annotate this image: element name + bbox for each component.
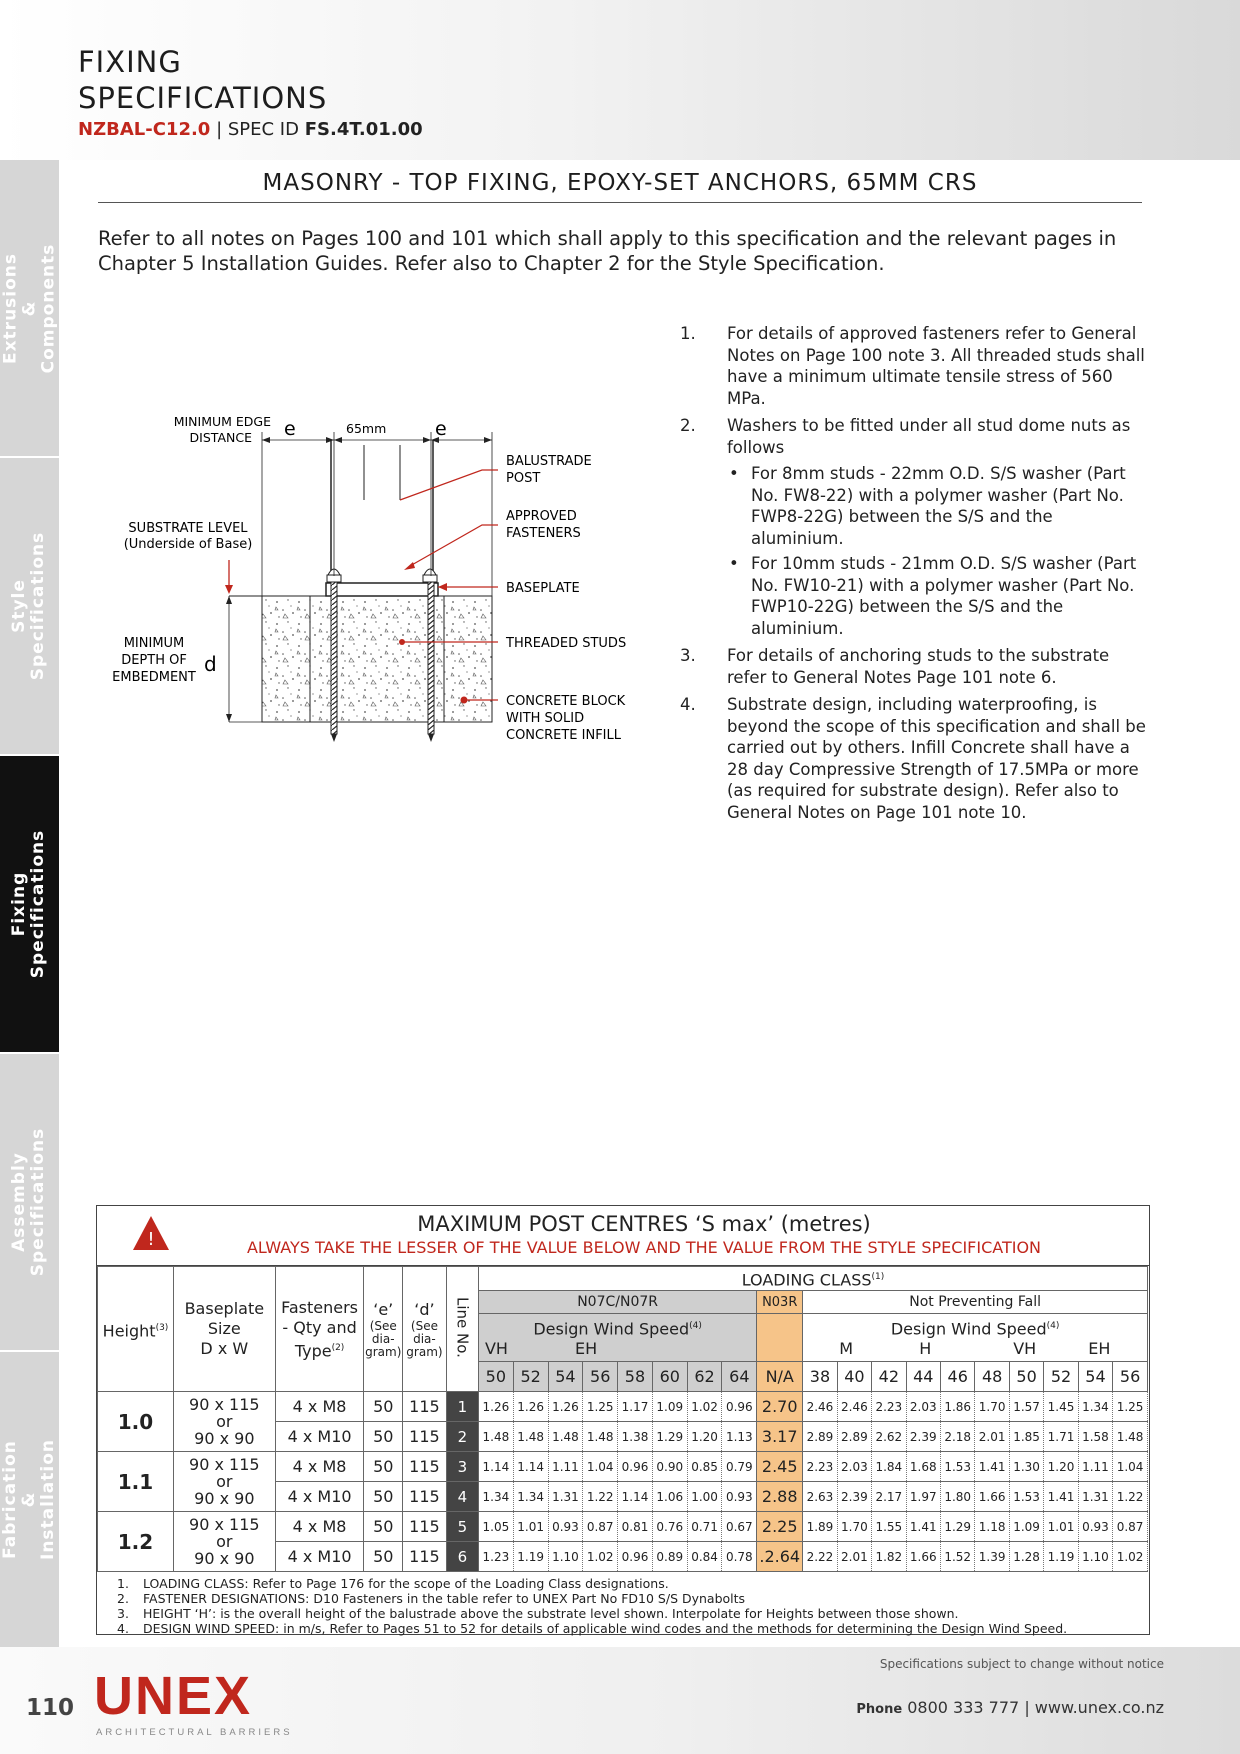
wind-speed-cell: 56 — [583, 1362, 618, 1392]
spec-notes — [680, 323, 1150, 829]
header-text: ‘d’ — [414, 1299, 435, 1319]
d-cell: 115 — [403, 1482, 447, 1512]
value-cell: 1.09 — [652, 1392, 687, 1422]
footnote-item — [107, 1606, 1149, 1621]
fasteners-label: APPROVED — [506, 509, 577, 524]
line-number-cell: 5 — [446, 1512, 478, 1542]
line-number-cell: 2 — [446, 1422, 478, 1452]
value-cell: 2.89 — [803, 1422, 837, 1452]
footnote-number: 1. — [117, 1576, 129, 1592]
value-cell: 1.66 — [906, 1542, 940, 1572]
wind-speed-header-a — [478, 1314, 756, 1362]
value-cell: 1.58 — [1078, 1422, 1112, 1452]
value-cell: 1.11 — [548, 1452, 583, 1482]
height-cell: 1.0 — [98, 1392, 174, 1452]
value-cell: 1.89 — [803, 1512, 837, 1542]
value-cell: 1.05 — [478, 1512, 513, 1542]
substrate-label: SUBSTRATE LEVEL — [128, 521, 248, 536]
value-cell: 2.17 — [872, 1482, 906, 1512]
note-text: Substrate design, including waterproofing, is beyond the scope of this specification and shall be carried out by others. Infill Concrete shall have a 28 day Compressive Strength of 17.5MPa or more (as required for substrate design). Refer also to General Notes on Page 101 note 10. — [727, 695, 1146, 822]
zone-label: H — [919, 1339, 932, 1359]
value-cell: 1.45 — [1044, 1392, 1078, 1422]
height-cell: 1.1 — [98, 1452, 174, 1512]
zone-label: EH — [1088, 1339, 1111, 1359]
value-cell: 2.39 — [906, 1422, 940, 1452]
value-cell: 1.68 — [906, 1452, 940, 1482]
footnote-ref: (4) — [1046, 1321, 1060, 1332]
wind-speed-cell: 50 — [1009, 1362, 1043, 1392]
separator: | — [216, 119, 228, 140]
concrete-label: WITH SOLID — [506, 711, 585, 726]
value-cell: 1.10 — [548, 1542, 583, 1572]
footnote-ref: (2) — [331, 1342, 345, 1353]
sidebar-tab-style[interactable] — [0, 458, 59, 754]
value-cell: 1.28 — [1009, 1542, 1043, 1572]
value-cell: 0.78 — [722, 1542, 757, 1572]
value-cell: 2.01 — [837, 1542, 871, 1572]
d-cell: 115 — [403, 1512, 447, 1542]
e-cell: 50 — [364, 1512, 403, 1542]
value-cell: 1.48 — [583, 1422, 618, 1452]
value-cell: 2.18 — [940, 1422, 974, 1452]
wind-speed-cell: 52 — [513, 1362, 548, 1392]
baseplate-cell: 90 x 115 or 90 x 90 — [173, 1452, 275, 1512]
value-cell: 1.48 — [548, 1422, 583, 1452]
bullet-item — [727, 553, 1150, 639]
wind-speed-cell: 46 — [940, 1362, 974, 1392]
col-d-header — [403, 1267, 447, 1392]
value-cell: 2.45 — [757, 1452, 803, 1482]
table-row — [98, 1512, 1148, 1542]
value-cell: 1.84 — [872, 1452, 906, 1482]
value-cell: 1.22 — [1113, 1482, 1148, 1512]
fasteners-cell: 4 x M8 — [275, 1452, 364, 1482]
value-cell: 2.70 — [757, 1392, 803, 1422]
value-cell: 0.81 — [618, 1512, 653, 1542]
value-cell: 1.85 — [1009, 1422, 1043, 1452]
value-cell: 1.26 — [548, 1392, 583, 1422]
wind-speed-cell: 62 — [687, 1362, 722, 1392]
value-cell: 1.86 — [940, 1392, 974, 1422]
height-cell: 1.2 — [98, 1512, 174, 1572]
class-n07c-header: N07C/N07R — [478, 1291, 756, 1314]
value-cell: 1.57 — [1009, 1392, 1043, 1422]
warning-icon-glyph: ! — [147, 1229, 155, 1250]
e-cell: 50 — [364, 1482, 403, 1512]
line-number-cell: 4 — [446, 1482, 478, 1512]
col-line-header — [446, 1267, 478, 1392]
value-cell: 0.87 — [1113, 1512, 1148, 1542]
value-cell: 0.85 — [687, 1452, 722, 1482]
value-cell: 1.31 — [548, 1482, 583, 1512]
e-cell: 50 — [364, 1422, 403, 1452]
value-cell: 1.34 — [1078, 1392, 1112, 1422]
value-cell: 1.00 — [687, 1482, 722, 1512]
wind-speed-cell: 64 — [722, 1362, 757, 1392]
note-item — [680, 323, 1150, 409]
fasteners-cell: 4 x M8 — [275, 1512, 364, 1542]
class-not-preventing-fall-header: Not Preventing Fall — [803, 1291, 1148, 1314]
value-cell: 1.14 — [618, 1482, 653, 1512]
sidebar-tab-assembly[interactable] — [0, 1054, 59, 1350]
wind-speed-cell: 54 — [1078, 1362, 1112, 1392]
depth-label: DEPTH OF — [121, 653, 187, 668]
d-cell: 115 — [403, 1452, 447, 1482]
sidebar-tab-fabrication[interactable] — [0, 1352, 59, 1647]
loading-class-row — [98, 1267, 1148, 1291]
value-cell: 1.52 — [940, 1542, 974, 1572]
wind-speed-cell: 40 — [837, 1362, 871, 1392]
value-cell: 1.25 — [583, 1392, 618, 1422]
value-cell: 2.46 — [837, 1392, 871, 1422]
brand-tagline: ARCHITECTURAL BARRIERS — [96, 1727, 293, 1738]
value-cell: 1.30 — [1009, 1452, 1043, 1482]
note-item — [680, 415, 1150, 639]
wind-speed-cell: 60 — [652, 1362, 687, 1392]
value-cell: 1.02 — [583, 1542, 618, 1572]
table-row — [98, 1392, 1148, 1422]
bullet-icon: • — [729, 554, 739, 573]
value-cell: 0.79 — [722, 1452, 757, 1482]
header-text: Height — [102, 1320, 156, 1340]
zone-label: VH — [1013, 1339, 1037, 1359]
value-cell: 1.41 — [975, 1452, 1009, 1482]
d-cell: 115 — [403, 1422, 447, 1452]
post-centres-table — [97, 1266, 1148, 1572]
footnote-text: DESIGN WIND SPEED: in m/s, Refer to Pages 51 to 52 for details of applicable wind codes and the methods for determining the Design Wind Speed. — [143, 1621, 1068, 1637]
product-code: NZBAL-C12.0 — [78, 119, 211, 140]
website-link[interactable]: www.unex.co.nz — [1034, 1698, 1164, 1717]
depth-label: EMBEDMENT — [112, 670, 196, 685]
table-footnotes — [97, 1572, 1149, 1636]
value-cell: 1.14 — [478, 1452, 513, 1482]
footnote-text: HEIGHT ‘H’: is the overall height of the balustrade above the substrate level shown. Interpolate for Heights between those shown. — [143, 1606, 959, 1622]
footnote-number: 2. — [117, 1591, 129, 1607]
note-number: 4. — [680, 695, 696, 714]
baseplate-cell: 90 x 115 or 90 x 90 — [173, 1392, 275, 1452]
value-cell: 1.70 — [975, 1392, 1009, 1422]
substrate-label: (Underside of Base) — [123, 537, 253, 552]
wind-speed-cell: 38 — [803, 1362, 837, 1392]
value-cell: 1.25 — [1113, 1392, 1148, 1422]
value-cell: 0.76 — [652, 1512, 687, 1542]
wind-speed-cell: N/A — [757, 1362, 803, 1392]
table-body — [98, 1267, 1148, 1572]
footnote-item — [107, 1576, 1149, 1591]
value-cell: 0.93 — [722, 1482, 757, 1512]
baseplate-shape — [326, 583, 438, 596]
e-cell: 50 — [364, 1542, 403, 1572]
value-cell: 2.01 — [975, 1422, 1009, 1452]
value-cell: 0.90 — [652, 1452, 687, 1482]
footnote-number: 4. — [117, 1621, 129, 1637]
sidebar-tab-label: Style Specifications — [9, 531, 49, 681]
value-cell: 1.41 — [1044, 1482, 1078, 1512]
footnote-item — [107, 1621, 1149, 1636]
table-header — [97, 1206, 1149, 1266]
header-text: ‘e’ — [373, 1299, 394, 1319]
sidebar-tab-label: Fixing Specifications — [9, 829, 49, 979]
brand-logo-text: UNEX — [94, 1667, 253, 1726]
value-cell: 1.71 — [1044, 1422, 1078, 1452]
value-cell: 1.39 — [975, 1542, 1009, 1572]
footnote-text: LOADING CLASS: Refer to Page 176 for the scope of the Loading Class designations. — [143, 1576, 669, 1592]
phone-label: Phone — [856, 1702, 903, 1717]
footnote-text: FASTENER DESIGNATIONS: D10 Fasteners in the table refer to UNEX Part No FD10 S/S Dynabolts — [143, 1591, 746, 1607]
value-cell: 0.96 — [722, 1392, 757, 1422]
value-cell: 1.38 — [618, 1422, 653, 1452]
note-item — [680, 645, 1150, 688]
value-cell: 2.22 — [803, 1542, 837, 1572]
bullet-item — [727, 463, 1150, 549]
note-text: For details of approved fasteners refer to General Notes on Page 100 note 3. All threaded studs shall have a minimum ultimate tensile stress of 560 MPa. — [727, 324, 1145, 408]
value-cell: 2.25 — [757, 1512, 803, 1542]
value-cell: 1.82 — [872, 1542, 906, 1572]
value-cell: 3.17 — [757, 1422, 803, 1452]
post-centres-table-panel — [96, 1205, 1150, 1635]
depth-symbol: d — [204, 652, 217, 676]
wind-speed-cell: 56 — [1113, 1362, 1148, 1392]
fasteners-cell: 4 x M10 — [275, 1482, 364, 1512]
value-cell: 1.22 — [583, 1482, 618, 1512]
note-bullets — [727, 463, 1150, 639]
post-label: BALUSTRADE — [506, 454, 592, 469]
spec-subtitle — [78, 119, 423, 140]
line-number-cell: 1 — [446, 1392, 478, 1422]
contact-info — [856, 1698, 1164, 1717]
bullet-icon: • — [729, 464, 739, 483]
value-cell: 1.09 — [1009, 1512, 1043, 1542]
edge-distance-symbol: e — [284, 418, 296, 440]
footnote-ref: (3) — [155, 1322, 169, 1333]
col-fasteners-header — [275, 1267, 364, 1392]
note-number: 3. — [680, 646, 696, 665]
min-edge-label: DISTANCE — [189, 430, 252, 445]
value-cell: 2.88 — [757, 1482, 803, 1512]
value-cell: 2.62 — [872, 1422, 906, 1452]
footnote-item — [107, 1591, 1149, 1606]
value-cell: 1.48 — [513, 1422, 548, 1452]
intro-paragraph: Refer to all notes on Pages 100 and 101 which shall apply to this specification and the relevant pages in Chapter 5 Installation Guides. Refer also to Chapter 2 for the Style Specification. — [98, 227, 1117, 275]
chapter-sidebar — [0, 160, 59, 1647]
value-cell: 2.39 — [837, 1482, 871, 1512]
value-cell: 1.01 — [1044, 1512, 1078, 1542]
note-text: For details of anchoring studs to the substrate refer to General Notes Page 101 note 6. — [727, 646, 1110, 687]
spec-id: FS.4T.01.00 — [304, 119, 423, 140]
value-cell: 1.53 — [940, 1452, 974, 1482]
value-cell: 1.80 — [940, 1482, 974, 1512]
header-text: Fasteners - Qty and Type — [281, 1297, 359, 1360]
value-cell: 1.10 — [1078, 1542, 1112, 1572]
value-cell: 0.84 — [687, 1542, 722, 1572]
col-baseplate-header: Baseplate Size D x W — [173, 1267, 275, 1392]
bullet-text: For 8mm studs - 22mm O.D. S/S washer (Part No. FW8-22) with a polymer washer (Part No. FWP8-22G) between the S/S and the aluminium. — [751, 464, 1126, 548]
note-item — [680, 694, 1150, 823]
section-title: MASONRY - TOP FIXING, EPOXY-SET ANCHORS, 65MM CRS — [98, 170, 1142, 203]
value-cell: .2.64 — [757, 1542, 803, 1572]
value-cell: 2.89 — [837, 1422, 871, 1452]
footnote-ref: (1) — [871, 1272, 885, 1282]
note-number: 1. — [680, 324, 696, 343]
value-cell: 1.13 — [722, 1422, 757, 1452]
value-cell: 2.23 — [803, 1452, 837, 1482]
fasteners-cell: 4 x M10 — [275, 1422, 364, 1452]
value-cell: 1.23 — [478, 1542, 513, 1572]
unex-logo — [94, 1667, 294, 1739]
value-cell: 1.19 — [513, 1542, 548, 1572]
e-cell: 50 — [364, 1452, 403, 1482]
value-cell: 2.63 — [803, 1482, 837, 1512]
footnote-number: 3. — [117, 1606, 129, 1622]
phone-number[interactable]: 0800 333 777 — [907, 1698, 1020, 1717]
header-text: Design Wind Speed — [533, 1319, 690, 1339]
spec-label: SPEC ID — [227, 119, 299, 140]
baseplate-label: BASEPLATE — [506, 581, 580, 596]
value-cell: 2.03 — [906, 1392, 940, 1422]
min-edge-label: MINIMUM EDGE — [173, 414, 271, 429]
note-number: 2. — [680, 416, 696, 435]
value-cell: 0.67 — [722, 1512, 757, 1542]
table-title: MAXIMUM POST CENTRES ‘S max’ (metres) — [417, 1212, 871, 1236]
wind-speed-cell: 44 — [906, 1362, 940, 1392]
value-cell: 1.34 — [513, 1482, 548, 1512]
fixing-diagram — [98, 400, 658, 770]
concrete-block-right — [444, 596, 492, 722]
class-n03r-header: N03R — [757, 1291, 803, 1314]
sidebar-tab-fixing[interactable] — [0, 756, 59, 1052]
value-cell: 1.53 — [1009, 1482, 1043, 1512]
value-cell: 1.55 — [872, 1512, 906, 1542]
baseplate-cell: 90 x 115 or 90 x 90 — [173, 1512, 275, 1572]
value-cell: 1.14 — [513, 1452, 548, 1482]
value-cell: 1.66 — [975, 1482, 1009, 1512]
zone-label: EH — [574, 1339, 598, 1359]
zone-label: VH — [484, 1339, 508, 1359]
value-cell: 1.41 — [906, 1512, 940, 1542]
value-cell: 1.04 — [583, 1452, 618, 1482]
value-cell: 1.29 — [652, 1422, 687, 1452]
value-cell: 2.46 — [803, 1392, 837, 1422]
value-cell: 1.19 — [1044, 1542, 1078, 1572]
footnote-ref: (4) — [689, 1321, 702, 1332]
concrete-label: CONCRETE INFILL — [506, 728, 622, 743]
value-cell: 0.96 — [618, 1542, 653, 1572]
header-text: Design Wind Speed — [890, 1319, 1047, 1339]
value-cell: 1.26 — [478, 1392, 513, 1422]
wind-speed-cell: 42 — [872, 1362, 906, 1392]
header-text: LOADING CLASS — [741, 1270, 872, 1290]
e-cell: 50 — [364, 1392, 403, 1422]
edge-distance-symbol: e — [435, 418, 447, 440]
page-title: FIXING SPECIFICATIONS — [78, 45, 328, 115]
col-e-header — [364, 1267, 403, 1392]
value-cell: 1.48 — [478, 1422, 513, 1452]
value-cell: 1.01 — [513, 1512, 548, 1542]
sidebar-tab-label: Assembly Specifications — [9, 1127, 49, 1277]
value-cell: 1.04 — [1113, 1452, 1148, 1482]
value-cell: 2.03 — [837, 1452, 871, 1482]
d-cell: 115 — [403, 1542, 447, 1572]
value-cell: 0.87 — [583, 1512, 618, 1542]
value-cell: 1.20 — [1044, 1452, 1078, 1482]
threaded-stud-left — [331, 582, 337, 734]
value-cell: 1.97 — [906, 1482, 940, 1512]
depth-label: MINIMUM — [123, 636, 185, 651]
page-number: 110 — [26, 1695, 75, 1721]
header-note: (See dia- gram) — [406, 1318, 443, 1359]
value-cell: 0.96 — [618, 1452, 653, 1482]
fasteners-cell: 4 x M8 — [275, 1392, 364, 1422]
value-cell: 1.70 — [837, 1512, 871, 1542]
loading-class-header — [478, 1267, 1147, 1291]
value-cell: 0.93 — [548, 1512, 583, 1542]
concrete-block-left — [262, 596, 310, 722]
value-cell: 2.23 — [872, 1392, 906, 1422]
header-note: (See dia- gram) — [365, 1318, 402, 1359]
line-number-cell: 6 — [446, 1542, 478, 1572]
sidebar-tab-label: Extrusions & Components — [0, 243, 59, 373]
value-cell: 1.26 — [513, 1392, 548, 1422]
wind-speed-cell: 48 — [975, 1362, 1009, 1392]
fasteners-label: FASTENERS — [506, 526, 581, 541]
value-cell: 1.02 — [687, 1392, 722, 1422]
value-cell: 0.71 — [687, 1512, 722, 1542]
concrete-label: CONCRETE BLOCK — [506, 694, 626, 709]
note-text: Washers to be fitted under all stud dome nuts as follows — [727, 416, 1131, 457]
disclaimer: Specifications subject to change without notice — [879, 1657, 1164, 1671]
wind-speed-cell: 54 — [548, 1362, 583, 1392]
value-cell: 0.89 — [652, 1542, 687, 1572]
studs-label: THREADED STUDS — [506, 636, 627, 651]
value-cell: 1.02 — [1113, 1542, 1148, 1572]
wind-speed-header-c — [803, 1314, 1148, 1362]
value-cell: 1.11 — [1078, 1452, 1112, 1482]
n03r-zone-cell — [757, 1314, 803, 1362]
wind-speed-cell: 52 — [1044, 1362, 1078, 1392]
fasteners-cell: 4 x M10 — [275, 1542, 364, 1572]
wind-speed-cell: 50 — [478, 1362, 513, 1392]
wind-speed-cell: 58 — [618, 1362, 653, 1392]
col-height-header — [98, 1267, 174, 1392]
value-cell: 1.17 — [618, 1392, 653, 1422]
post-label: POST — [506, 471, 541, 486]
table-warning: ALWAYS TAKE THE LESSER OF THE VALUE BELOW AND THE VALUE FROM THE STYLE SPECIFICATION — [246, 1238, 1042, 1257]
concrete-infill — [310, 596, 444, 722]
line-number-cell: 3 — [446, 1452, 478, 1482]
value-cell: 1.48 — [1113, 1422, 1148, 1452]
bullet-text: For 10mm studs - 21mm O.D. S/S washer (Part No. FW10-21) with a polymer washer (Part No. FWP10-22G) between the S/S and the aluminium. — [751, 554, 1137, 638]
value-cell: 1.34 — [478, 1482, 513, 1512]
threaded-stud-right — [428, 582, 434, 734]
header-text: Line No. — [453, 1296, 472, 1358]
value-cell: 1.20 — [687, 1422, 722, 1452]
value-cell: 1.18 — [975, 1512, 1009, 1542]
table-row — [98, 1452, 1148, 1482]
sidebar-tab-extrusions[interactable] — [0, 160, 59, 456]
value-cell: 1.31 — [1078, 1482, 1112, 1512]
value-cell: 1.29 — [940, 1512, 974, 1542]
sidebar-tab-label: Fabrication & Installation — [0, 1438, 59, 1561]
zone-label: M — [839, 1339, 854, 1359]
value-cell: 0.93 — [1078, 1512, 1112, 1542]
d-cell: 115 — [403, 1392, 447, 1422]
separator: | — [1024, 1698, 1030, 1717]
value-cell: 1.06 — [652, 1482, 687, 1512]
spacing-label: 65mm — [346, 421, 387, 436]
